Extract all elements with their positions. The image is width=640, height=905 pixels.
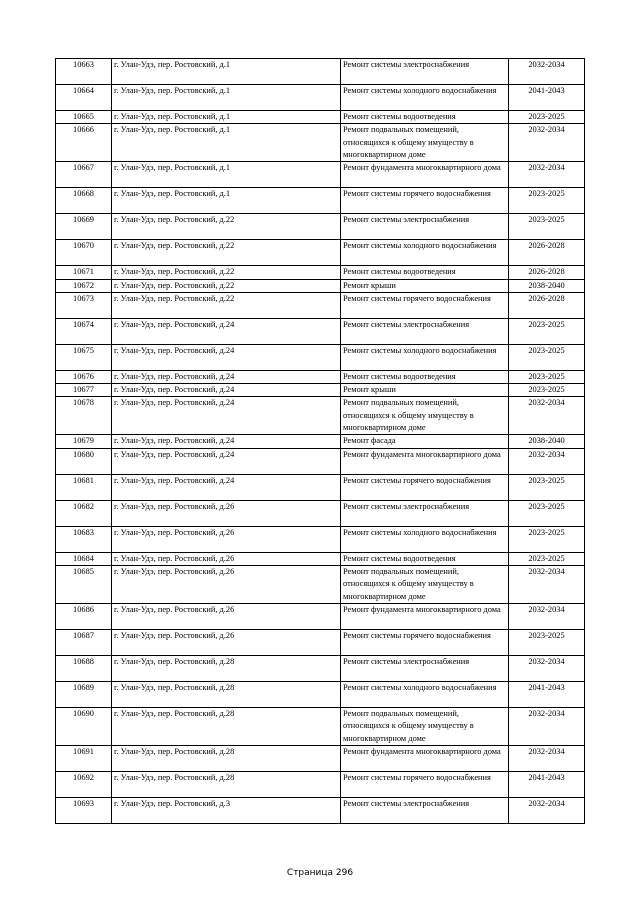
row-period: 2023-2025 (509, 474, 585, 500)
table-row (56, 59, 585, 85)
row-address: г. Улан-Удэ, пер. Ростовский, д.26 (112, 604, 341, 630)
row-address: г. Улан-Удэ, пер. Ростовский, д.26 (112, 526, 341, 552)
row-work-type: Ремонт системы холодного водоснабжения (341, 344, 509, 370)
table-row (56, 111, 585, 124)
row-number: 10676 (56, 370, 112, 383)
row-work-type: Ремонт системы водоотведения (341, 370, 509, 383)
works-table (55, 58, 585, 824)
row-work-type: Ремонт фасада (341, 435, 509, 448)
row-work-type: Ремонт системы водоотведения (341, 111, 509, 124)
table-row (56, 344, 585, 370)
row-address: г. Улан-Удэ, пер. Ростовский, д.28 (112, 656, 341, 682)
table-row (56, 500, 585, 526)
row-address: г. Улан-Удэ, пер. Ростовский, д.24 (112, 384, 341, 397)
table-row (56, 214, 585, 240)
row-address: г. Улан-Удэ, пер. Ростовский, д.1 (112, 162, 341, 188)
row-number: 10686 (56, 604, 112, 630)
row-work-type: Ремонт системы электроснабжения (341, 59, 509, 85)
row-work-type: Ремонт фундамента многоквартирного дома (341, 162, 509, 188)
row-period: 2041-2043 (509, 772, 585, 798)
table-row (56, 746, 585, 772)
row-address: г. Улан-Удэ, пер. Ростовский, д.22 (112, 279, 341, 292)
row-work-type: Ремонт фундамента многоквартирного дома (341, 448, 509, 474)
row-work-type: Ремонт системы горячего водоснабжения (341, 772, 509, 798)
row-number: 10677 (56, 384, 112, 397)
row-period: 2023-2025 (509, 370, 585, 383)
row-work-type: Ремонт фундамента многоквартирного дома (341, 604, 509, 630)
row-work-type: Ремонт системы электроснабжения (341, 214, 509, 240)
row-work-type: Ремонт подвальных помещений, относящихся к общему имуществу в многоквартирном доме (341, 124, 509, 162)
table-row (56, 604, 585, 630)
row-address: г. Улан-Удэ, пер. Ростовский, д.3 (112, 798, 341, 824)
row-address: г. Улан-Удэ, пер. Ростовский, д.24 (112, 448, 341, 474)
row-address: г. Улан-Удэ, пер. Ростовский, д.26 (112, 566, 341, 604)
row-period: 2041-2043 (509, 682, 585, 708)
row-work-type: Ремонт системы холодного водоснабжения (341, 526, 509, 552)
row-period: 2032-2034 (509, 656, 585, 682)
row-number: 10688 (56, 656, 112, 682)
table-row (56, 85, 585, 111)
table-row (56, 240, 585, 266)
table-row (56, 552, 585, 565)
row-number: 10683 (56, 526, 112, 552)
row-number: 10666 (56, 124, 112, 162)
row-number: 10667 (56, 162, 112, 188)
table-row (56, 474, 585, 500)
row-work-type: Ремонт системы электроснабжения (341, 318, 509, 344)
row-address: г. Улан-Удэ, пер. Ростовский, д.22 (112, 214, 341, 240)
row-number: 10682 (56, 500, 112, 526)
table-row (56, 384, 585, 397)
row-work-type: Ремонт системы холодного водоснабжения (341, 240, 509, 266)
row-number: 10672 (56, 279, 112, 292)
row-period: 2032-2034 (509, 59, 585, 85)
table-row (56, 266, 585, 279)
row-number: 10680 (56, 448, 112, 474)
row-period: 2032-2034 (509, 708, 585, 746)
row-address: г. Улан-Удэ, пер. Ростовский, д.24 (112, 474, 341, 500)
table-row (56, 772, 585, 798)
table-row (56, 656, 585, 682)
row-address: г. Улан-Удэ, пер. Ростовский, д.24 (112, 318, 341, 344)
row-work-type: Ремонт системы холодного водоснабжения (341, 85, 509, 111)
row-number: 10671 (56, 266, 112, 279)
table-row (56, 526, 585, 552)
page-number: Страница 296 (286, 868, 354, 878)
table-row (56, 162, 585, 188)
row-address: г. Улан-Удэ, пер. Ростовский, д.22 (112, 240, 341, 266)
table-row (56, 435, 585, 448)
row-period: 2023-2025 (509, 344, 585, 370)
row-number: 10681 (56, 474, 112, 500)
works-table-body (56, 59, 585, 824)
row-work-type: Ремонт фундамента многоквартирного дома (341, 746, 509, 772)
row-period: 2026-2028 (509, 240, 585, 266)
row-number: 10664 (56, 85, 112, 111)
row-work-type: Ремонт системы горячего водоснабжения (341, 474, 509, 500)
row-number: 10684 (56, 552, 112, 565)
row-address: г. Улан-Удэ, пер. Ростовский, д.1 (112, 124, 341, 162)
table-row (56, 566, 585, 604)
row-number: 10678 (56, 397, 112, 435)
row-period: 2023-2025 (509, 318, 585, 344)
row-work-type: Ремонт системы горячего водоснабжения (341, 630, 509, 656)
row-period: 2026-2028 (509, 292, 585, 318)
row-period: 2023-2025 (509, 526, 585, 552)
row-period: 2023-2025 (509, 111, 585, 124)
row-period: 2032-2034 (509, 798, 585, 824)
row-address: г. Улан-Удэ, пер. Ростовский, д.24 (112, 344, 341, 370)
row-number: 10689 (56, 682, 112, 708)
row-period: 2032-2034 (509, 124, 585, 162)
row-number: 10663 (56, 59, 112, 85)
row-number: 10679 (56, 435, 112, 448)
row-period: 2023-2025 (509, 500, 585, 526)
row-period: 2032-2034 (509, 566, 585, 604)
row-address: г. Улан-Удэ, пер. Ростовский, д.26 (112, 500, 341, 526)
row-address: г. Улан-Удэ, пер. Ростовский, д.1 (112, 59, 341, 85)
row-period: 2041-2043 (509, 85, 585, 111)
row-period: 2038-2040 (509, 435, 585, 448)
row-number: 10693 (56, 798, 112, 824)
row-number: 10674 (56, 318, 112, 344)
row-address: г. Улан-Удэ, пер. Ростовский, д.26 (112, 552, 341, 565)
table-row (56, 318, 585, 344)
row-period: 2032-2034 (509, 604, 585, 630)
row-address: г. Улан-Удэ, пер. Ростовский, д.28 (112, 772, 341, 798)
row-address: г. Улан-Удэ, пер. Ростовский, д.1 (112, 188, 341, 214)
table-row (56, 292, 585, 318)
row-address: г. Улан-Удэ, пер. Ростовский, д.22 (112, 266, 341, 279)
row-address: г. Улан-Удэ, пер. Ростовский, д.1 (112, 85, 341, 111)
row-number: 10668 (56, 188, 112, 214)
row-work-type: Ремонт крыши (341, 384, 509, 397)
row-number: 10690 (56, 708, 112, 746)
row-period: 2023-2025 (509, 188, 585, 214)
table-row (56, 188, 585, 214)
row-work-type: Ремонт системы электроснабжения (341, 656, 509, 682)
row-work-type: Ремонт крыши (341, 279, 509, 292)
row-number: 10687 (56, 630, 112, 656)
row-period: 2023-2025 (509, 214, 585, 240)
row-address: г. Улан-Удэ, пер. Ростовский, д.26 (112, 630, 341, 656)
row-work-type: Ремонт системы электроснабжения (341, 500, 509, 526)
table-row (56, 397, 585, 435)
row-work-type: Ремонт подвальных помещений, относящихся к общему имуществу в многоквартирном доме (341, 566, 509, 604)
row-address: г. Улан-Удэ, пер. Ростовский, д.22 (112, 292, 341, 318)
row-work-type: Ремонт системы горячего водоснабжения (341, 188, 509, 214)
table-row (56, 279, 585, 292)
row-address: г. Улан-Удэ, пер. Ростовский, д.1 (112, 111, 341, 124)
row-address: г. Улан-Удэ, пер. Ростовский, д.24 (112, 435, 341, 448)
row-number: 10692 (56, 772, 112, 798)
table-row (56, 124, 585, 162)
row-period: 2023-2025 (509, 630, 585, 656)
row-work-type: Ремонт системы электроснабжения (341, 798, 509, 824)
row-period: 2026-2028 (509, 266, 585, 279)
row-number: 10665 (56, 111, 112, 124)
row-number: 10670 (56, 240, 112, 266)
row-number: 10673 (56, 292, 112, 318)
row-period: 2032-2034 (509, 448, 585, 474)
table-row (56, 708, 585, 746)
row-period: 2023-2025 (509, 552, 585, 565)
row-address: г. Улан-Удэ, пер. Ростовский, д.24 (112, 397, 341, 435)
row-number: 10691 (56, 746, 112, 772)
table-row (56, 630, 585, 656)
row-work-type: Ремонт подвальных помещений, относящихся к общему имуществу в многоквартирном доме (341, 397, 509, 435)
row-period: 2023-2025 (509, 384, 585, 397)
row-period: 2032-2034 (509, 746, 585, 772)
table-row (56, 682, 585, 708)
table-row (56, 370, 585, 383)
table-row (56, 798, 585, 824)
row-number: 10675 (56, 344, 112, 370)
row-address: г. Улан-Удэ, пер. Ростовский, д.24 (112, 370, 341, 383)
table-row (56, 448, 585, 474)
row-period: 2038-2040 (509, 279, 585, 292)
row-work-type: Ремонт системы горячего водоснабжения (341, 292, 509, 318)
row-period: 2032-2034 (509, 397, 585, 435)
row-number: 10685 (56, 566, 112, 604)
row-address: г. Улан-Удэ, пер. Ростовский, д.28 (112, 682, 341, 708)
row-work-type: Ремонт подвальных помещений, относящихся к общему имуществу в многоквартирном доме (341, 708, 509, 746)
row-period: 2032-2034 (509, 162, 585, 188)
row-address: г. Улан-Удэ, пер. Ростовский, д.28 (112, 708, 341, 746)
row-work-type: Ремонт системы водоотведения (341, 552, 509, 565)
row-address: г. Улан-Удэ, пер. Ростовский, д.28 (112, 746, 341, 772)
row-work-type: Ремонт системы водоотведения (341, 266, 509, 279)
row-number: 10669 (56, 214, 112, 240)
row-work-type: Ремонт системы холодного водоснабжения (341, 682, 509, 708)
